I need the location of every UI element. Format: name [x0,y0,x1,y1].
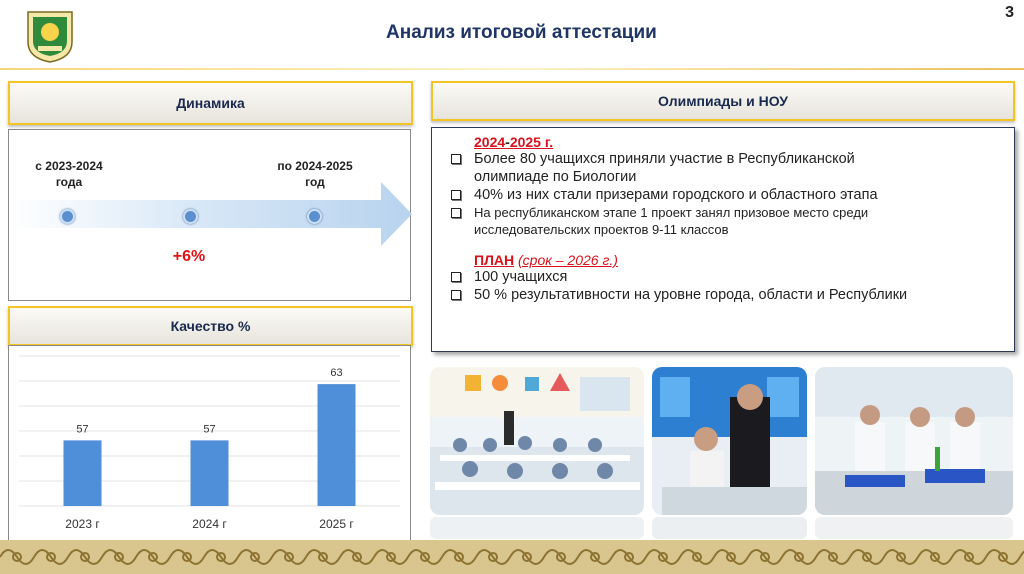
chart-data-label-2: 63 [330,367,343,380]
timeline-point-start [60,209,75,224]
chart-bar-1 [191,440,229,506]
plan-heading: ПЛАН (срок – 2026 г.) [474,252,618,268]
decorative-ornament-border [0,540,1024,574]
teacher-lab-photo [652,367,807,515]
chart-data-label-1: 57 [203,423,216,436]
photo-reflection [652,517,807,539]
change-percentage: +6% [172,248,206,265]
dynamics-panel [8,129,411,301]
chart-bar-2 [318,384,356,506]
photo-reflection [430,517,644,539]
start-period-label: с 2023-2024 года [35,159,103,189]
chart-category-label-0: 2023 г [65,517,100,531]
checkbox-bullet-icon [451,272,461,282]
page-title: Анализ итоговой аттестации [386,22,657,43]
checkbox-bullet-icon [451,208,461,218]
photo-reflection [815,517,1013,539]
chart-category-label-2: 2025 г [319,517,354,531]
chart-bar-0 [64,440,102,506]
timeline-point-middle [183,209,198,224]
checkbox-bullet-icon [451,190,461,200]
school-emblem-logo [24,8,76,64]
quality-chart-panel [8,345,411,542]
chart-data-label-0: 57 [76,423,89,436]
plan-item: 50 % результативности на уровне города, области и Республики [448,286,1014,304]
checkbox-bullet-icon [451,290,461,300]
olympiad-header: Олимпиады и НОУ [431,81,1015,121]
olympiad-panel [431,127,1015,352]
list-item: 40% из них стали призерами городского и областного этапа [448,186,1014,204]
timeline-point-end [307,209,322,224]
science-lab-photo [815,367,1013,515]
plan-item: 100 учащихся [448,268,1014,286]
checkbox-bullet-icon [451,154,461,164]
period-heading: 2024-2025 г. [474,134,554,150]
classroom-photo [430,367,644,515]
end-period-label: по 2024-2025 год [277,159,353,189]
quality-bar-chart [9,346,410,541]
slide-number: 3 [1005,4,1014,21]
quality-header: Качество % [8,306,413,346]
dynamics-header: Динамика [8,81,413,125]
list-item: На республиканском этапе 1 проект занял призовое место среди исследовательских проектов 9-11 классов [448,204,1014,238]
title-divider [0,68,1024,70]
list-item: Более 80 учащихся приняли участие в Республиканской олимпиаде по Биологии [448,150,1014,186]
chart-category-label-1: 2024 г [192,517,227,531]
